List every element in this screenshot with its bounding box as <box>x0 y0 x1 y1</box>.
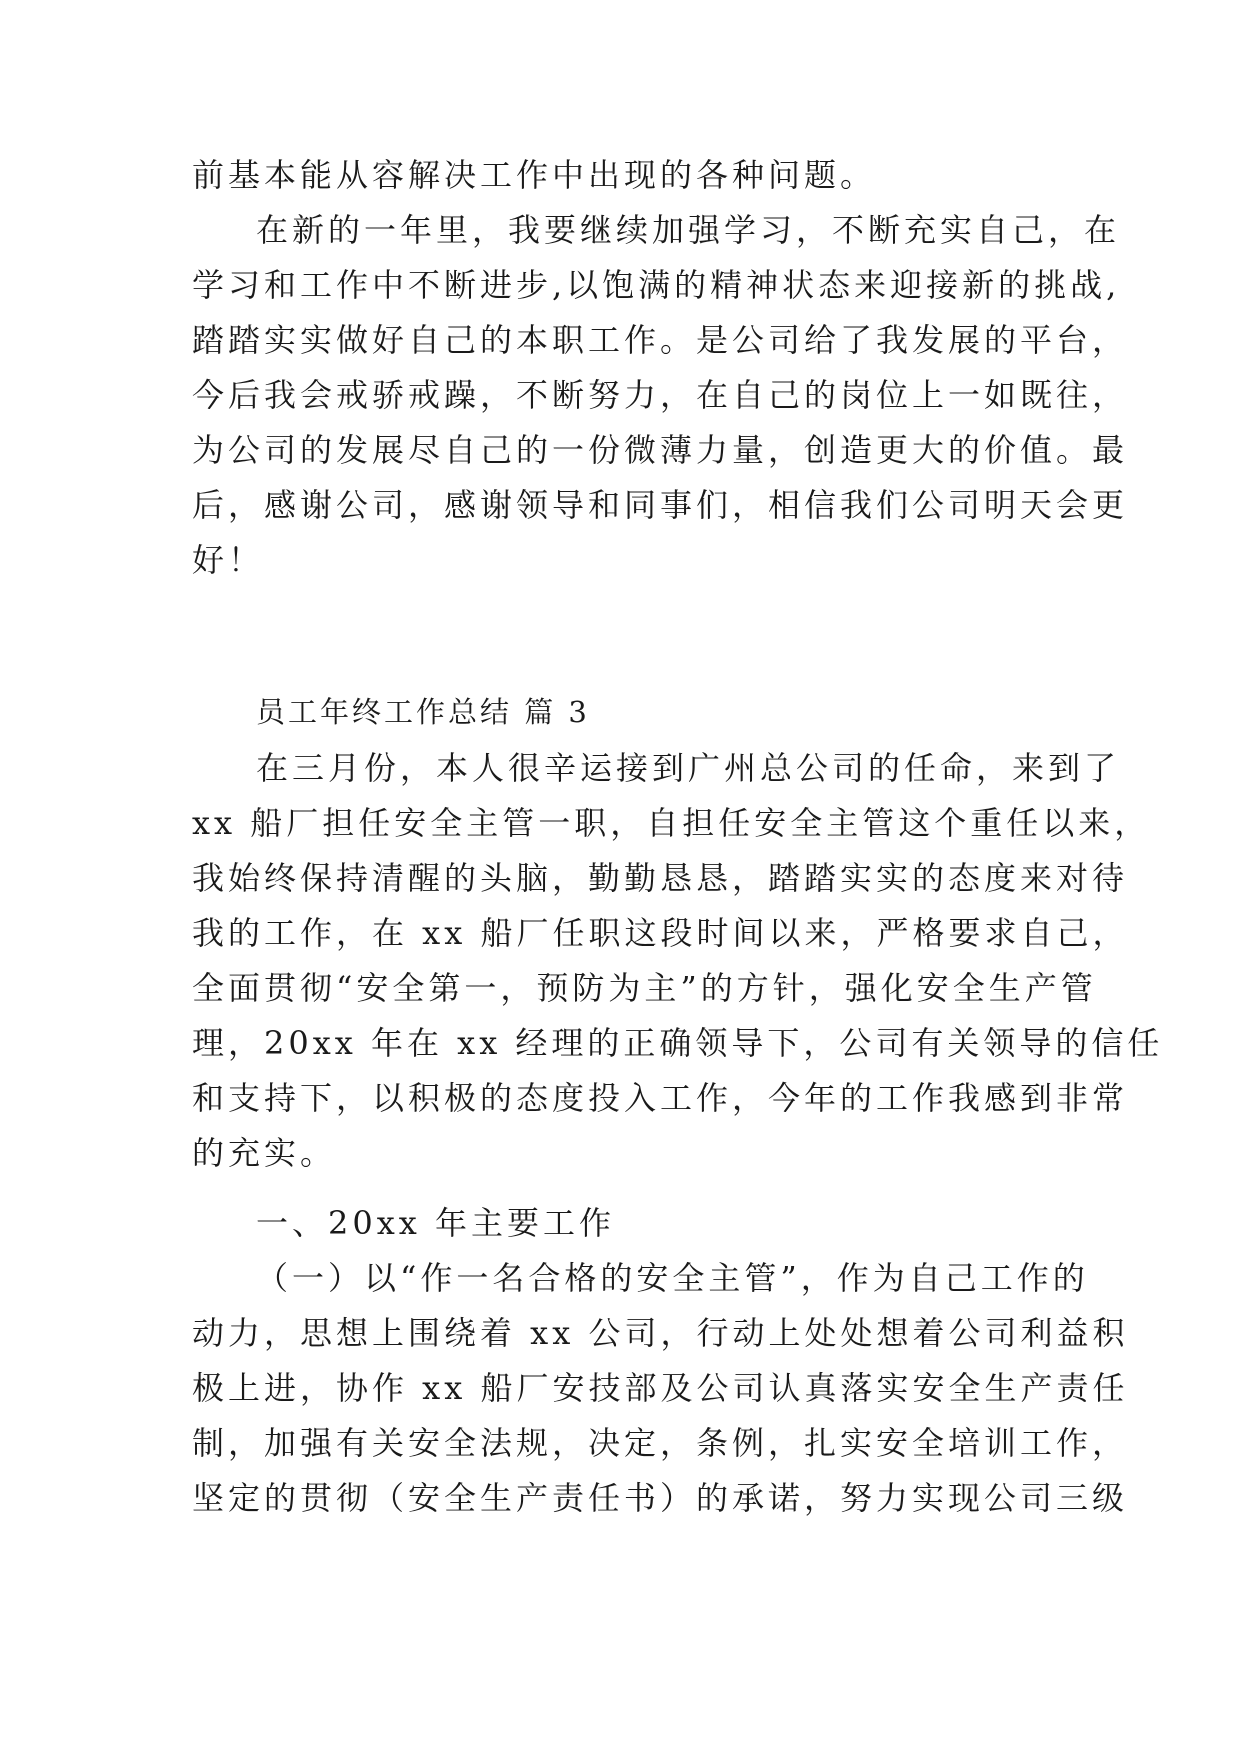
text-line: 我的工作，在 xx 船厂任职这段时间以来，严格要求自己， <box>192 914 1129 952</box>
subsection-heading: 一、20xx 年主要工作 <box>256 1204 615 1242</box>
text-line: 极上进，协作 xx 船厂安技部及公司认真落实安全生产责任 <box>192 1369 1129 1407</box>
paragraph-first-line: 在三月份，本人很辛运接到广州总公司的任命，来到了 <box>256 749 1121 787</box>
text-line: 全面贯彻“安全第一，预防为主”的方针，强化安全生产管 <box>192 969 1097 1007</box>
section-heading: 员工年终工作总结 篇 3 <box>256 695 590 729</box>
text-line: 坚定的贯彻（安全生产责任书）的承诺，努力实现公司三级 <box>192 1479 1129 1517</box>
text-line: 理，20xx 年在 xx 经理的正确领导下，公司有关领导的信任 <box>192 1024 1164 1062</box>
text-line: 好！ <box>192 541 265 579</box>
text-line: 动力，思想上围绕着 xx 公司，行动上处处想着公司利益积 <box>192 1314 1129 1352</box>
paragraph-first-line: 在新的一年里，我要继续加强学习，不断充实自己，在 <box>256 211 1121 249</box>
text-line: 学习和工作中不断进步,以饱满的精神状态来迎接新的挑战, <box>192 266 1121 304</box>
paragraph-first-line: （一）以“作一名合格的安全主管”，作为自己工作的 <box>256 1259 1089 1297</box>
text-line: xx 船厂担任安全主管一职，自担任安全主管这个重任以来， <box>192 804 1151 842</box>
text-line: 的充实。 <box>192 1134 337 1172</box>
text-line: 为公司的发展尽自己的一份微薄力量，创造更大的价值。最 <box>192 431 1129 469</box>
text-line: 今后我会戒骄戒躁，不断努力，在自己的岗位上一如既往， <box>192 376 1129 414</box>
text-line: 和支持下，以积极的态度投入工作，今年的工作我感到非常 <box>192 1079 1129 1117</box>
text-line: 踏踏实实做好自己的本职工作。是公司给了我发展的平台， <box>192 321 1129 359</box>
text-line: 我始终保持清醒的头脑，勤勤恳恳，踏踏实实的态度来对待 <box>192 859 1129 897</box>
text-line: 后，感谢公司，感谢领导和同事们，相信我们公司明天会更 <box>192 486 1129 524</box>
text-line: 前基本能从容解决工作中出现的各种问题。 <box>192 156 877 194</box>
text-line: 制，加强有关安全法规，决定，条例，扎实安全培训工作， <box>192 1424 1129 1462</box>
